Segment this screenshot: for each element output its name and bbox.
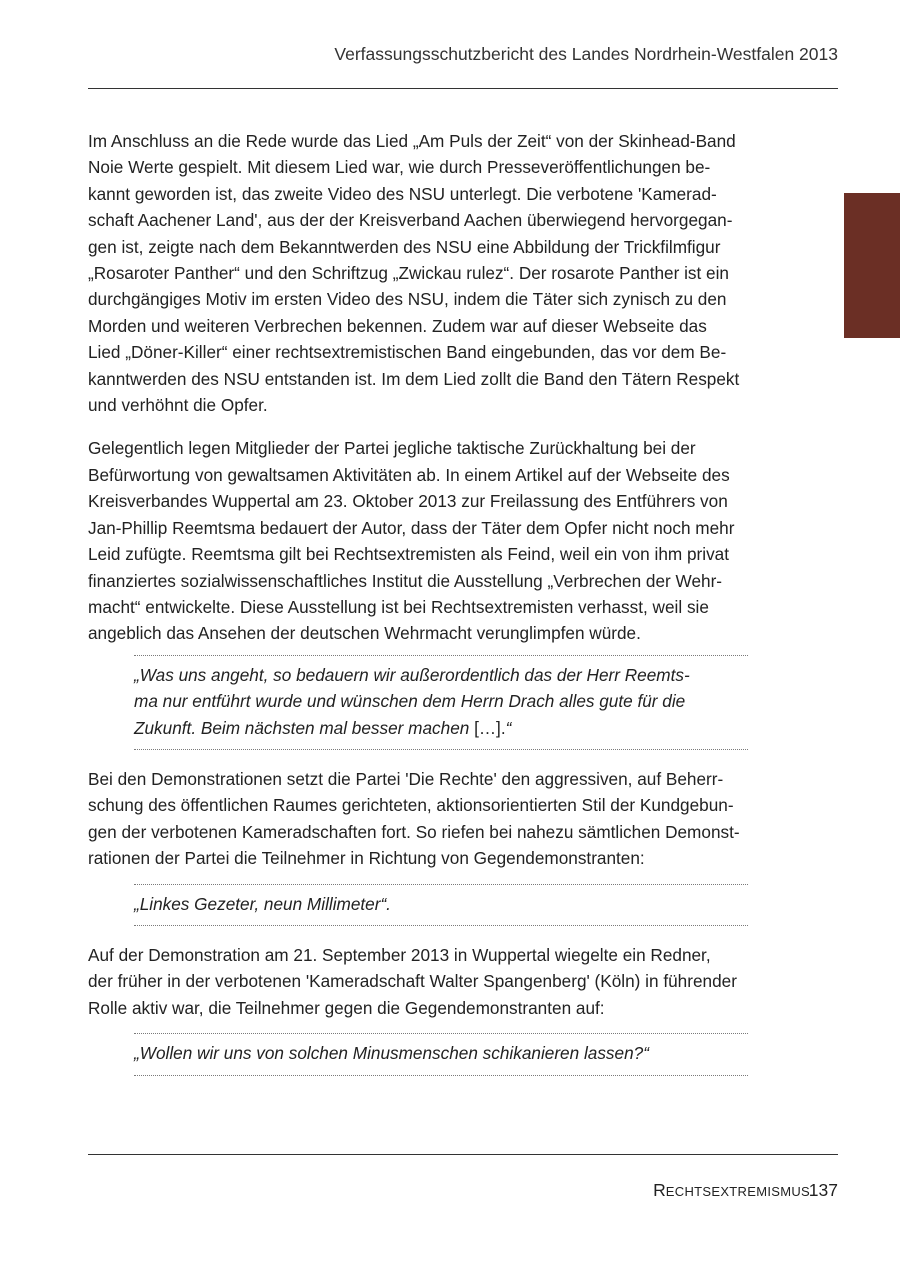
paragraph-4 <box>88 942 840 1021</box>
paragraph-line: „Rosaroter Panther“ und den Schriftzug „Zwickau rulez“. Der rosarote Panther ist ein <box>88 263 729 284</box>
paragraph-line: schaft Aachener Land', aus der der Kreisverband Aachen überwiegend hervorgegan- <box>88 210 733 231</box>
paragraph-line: rationen der Partei die Teilnehmer in Richtung von Gegendemonstranten: <box>88 848 645 869</box>
paragraph-line: Lied „Döner-Killer“ einer rechtsextremistischen Band eingebunden, das vor dem Be- <box>88 342 727 363</box>
paragraph-line: Jan-Phillip Reemtsma bedauert der Autor, dass der Täter dem Opfer nicht noch mehr <box>88 517 735 538</box>
blockquote-minusmenschen <box>134 1033 748 1075</box>
quote-line: „Wollen wir uns von solchen Minusmenschen schikanieren lassen?“ <box>134 1043 649 1064</box>
paragraph-line: gen der verbotenen Kameradschaften fort. So riefen bei nahezu sämtlichen Demonst- <box>88 821 740 842</box>
footer-section-initial: R <box>653 1180 666 1200</box>
paragraph-line: schung des öffentlichen Raumes gerichteten, aktionsorientierten Stil der Kundgebun- <box>88 795 734 816</box>
paragraph-line: Auf der Demonstration am 21. September 2013 in Wuppertal wiegelte ein Redner, <box>88 944 711 965</box>
page-content <box>88 128 840 1076</box>
paragraph-line: Bei den Demonstrationen setzt die Partei 'Die Rechte' den aggressiven, auf Beherr- <box>88 768 724 789</box>
paragraph-line: der früher in der verbotenen 'Kameradschaft Walter Spangenberg' (Köln) in führender <box>88 971 737 992</box>
blockquote-reemtsma <box>134 655 748 750</box>
paragraph-line: gen ist, zeigte nach dem Bekanntwerden des NSU eine Abbildung der Trickfilmfigur <box>88 236 721 257</box>
blockquote-gezeter <box>134 884 748 926</box>
paragraph-line: Gelegentlich legen Mitglieder der Partei jegliche taktische Zurückhaltung bei der <box>88 438 696 459</box>
chapter-side-tab <box>844 193 900 338</box>
quote-close-mark: “ <box>505 717 512 738</box>
paragraph-line: Morden und weiteren Verbrechen bekennen. Zudem war auf dieser Webseite das <box>88 315 707 336</box>
paragraph-line: kanntwerden des NSU entstanden ist. Im dem Lied zollt die Band den Tätern Respekt <box>88 368 740 389</box>
footer-section-title <box>653 1180 810 1201</box>
paragraph-1 <box>88 128 840 418</box>
header-rule <box>88 88 838 89</box>
paragraph-line: Befürwortung von gewaltsamen Aktivitäten ab. In einem Artikel auf der Webseite des <box>88 464 730 485</box>
quote-line-final <box>134 715 748 741</box>
paragraph-line: Leid zufügte. Reemtsma gilt bei Rechtsextremisten als Feind, weil ein von ihm privat <box>88 544 729 565</box>
paragraph-line: durchgängiges Motiv im ersten Video des NSU, indem die Täter sich zynisch zu den <box>88 289 727 310</box>
page-number: 137 <box>808 1180 838 1200</box>
paragraph-line: Noie Werte gespielt. Mit diesem Lied war, wie durch Presseveröffentlichungen be- <box>88 157 711 178</box>
paragraph-line: kannt geworden ist, das zweite Video des NSU unterlegt. Die verbotene 'Kamerad- <box>88 183 717 204</box>
quote-text: Zukunft. Beim nächsten mal besser machen <box>134 717 475 738</box>
paragraph-3 <box>88 766 840 872</box>
paragraph-line: macht“ entwickelte. Diese Ausstellung ist bei Rechtsextremisten verhasst, weil sie <box>88 596 709 617</box>
paragraph-line: und verhöhnt die Opfer. <box>88 395 268 416</box>
paragraph-line: Kreisverbandes Wuppertal am 23. Oktober 2013 zur Freilassung des Entführers von <box>88 491 728 512</box>
quote-line: „Was uns angeht, so bedauern wir außerordentlich das der Herr Reemts- <box>134 664 690 685</box>
quote-ellipsis: […]. <box>474 717 506 738</box>
quote-line: ma nur entführt wurde und wünschen dem Herrn Drach alles gute für die <box>134 691 686 712</box>
running-header-title: Verfassungsschutzbericht des Landes Nordrhein-Westfalen 2013 <box>334 44 838 64</box>
paragraph-line: finanziertes sozialwissenschaftliches Institut die Ausstellung „Verbrechen der Wehr- <box>88 570 723 591</box>
footer-section-rest: ECHTSEXTREMISMUS <box>665 1184 810 1199</box>
paragraph-2 <box>88 435 840 646</box>
paragraph-line: Im Anschluss an die Rede wurde das Lied „Am Puls der Zeit“ von der Skinhead-Band <box>88 131 736 151</box>
quote-line: „Linkes Gezeter, neun Millimeter“. <box>134 893 391 914</box>
paragraph-line: angeblich das Ansehen der deutschen Wehrmacht verunglimpfen würde. <box>88 623 641 644</box>
paragraph-line: Rolle aktiv war, die Teilnehmer gegen die Gegendemonstranten auf: <box>88 997 605 1018</box>
footer-rule <box>88 1154 838 1155</box>
